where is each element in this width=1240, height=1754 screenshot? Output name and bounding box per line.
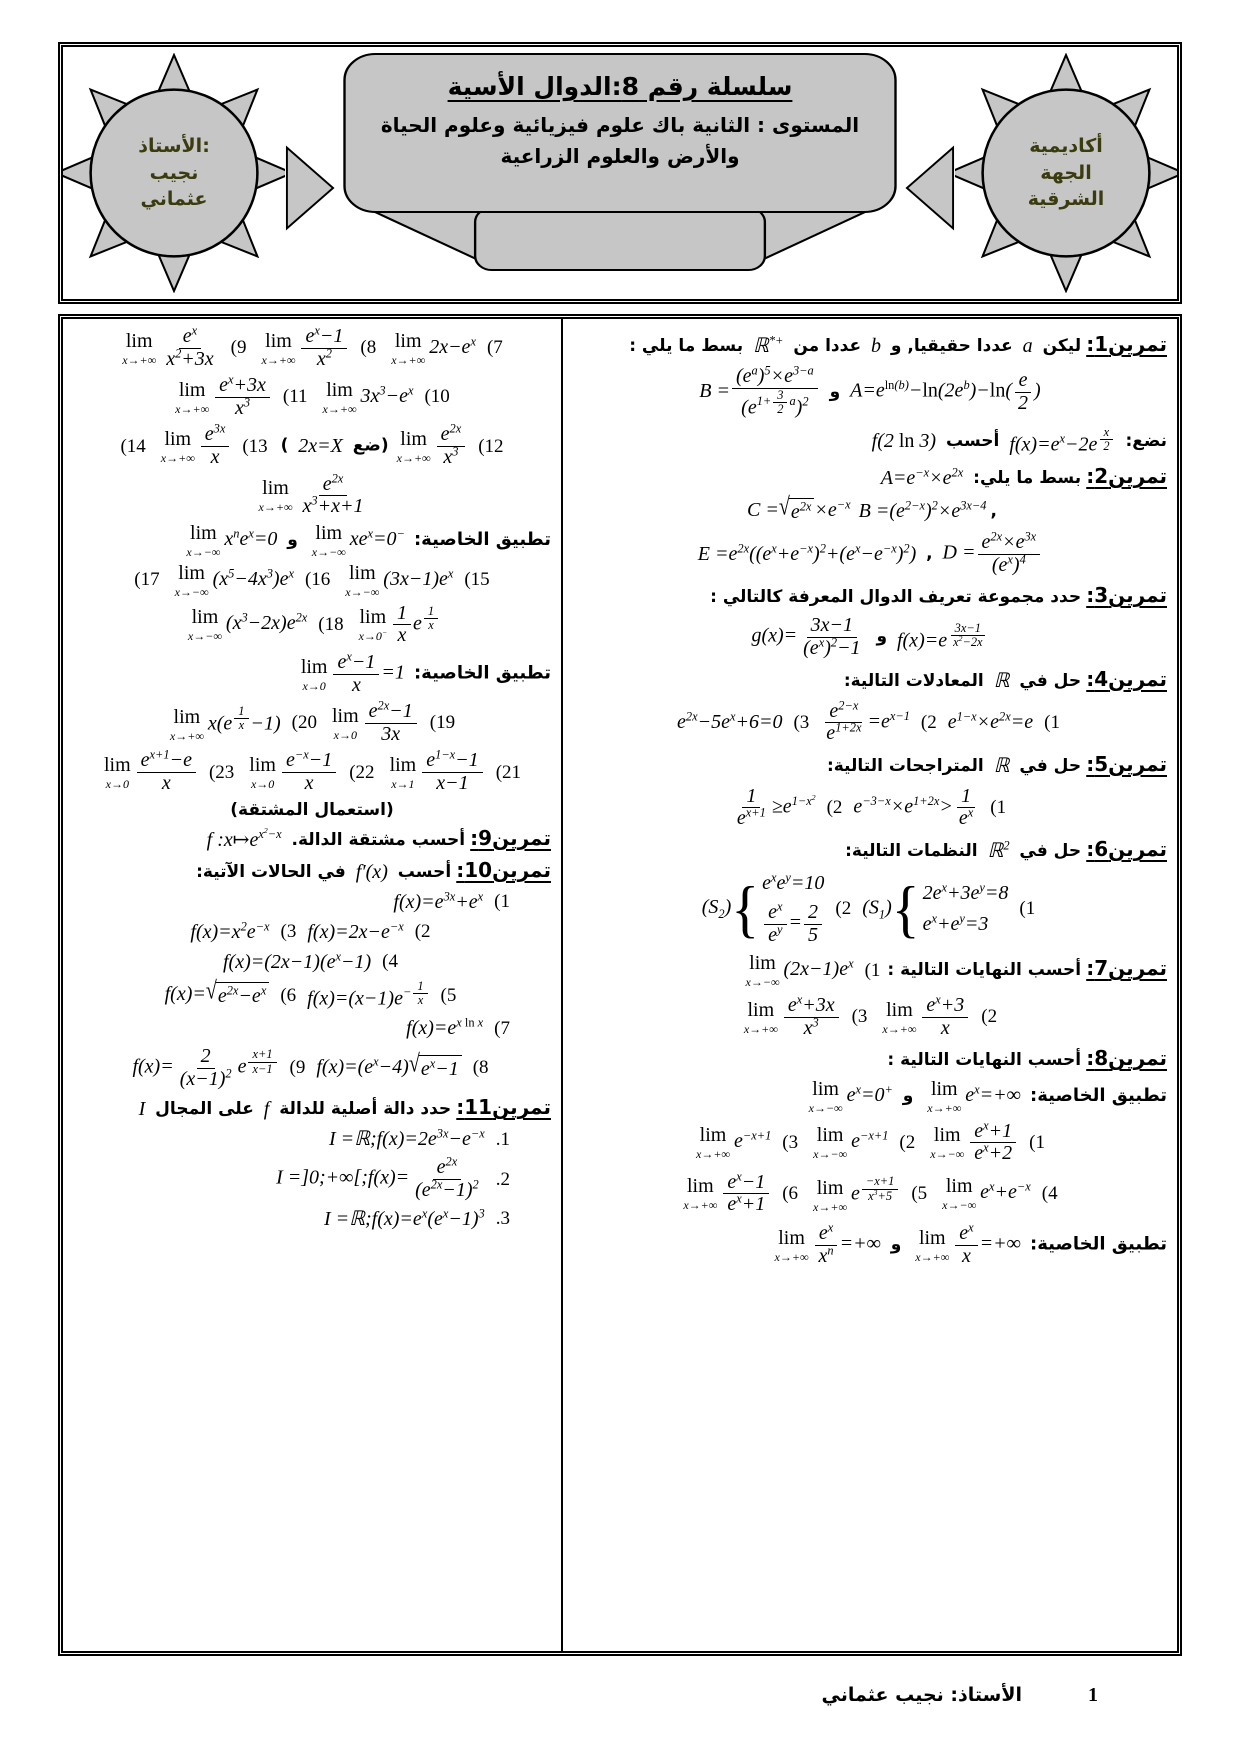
arabic-text: حل في bbox=[1013, 670, 1082, 691]
exercise-label: تمرين6: bbox=[1086, 836, 1167, 861]
arabic-text: (ضع bbox=[346, 435, 389, 456]
exercise-line bbox=[573, 332, 1167, 359]
math-expression: $A=e^{ln(b)}-\ln(2e^b)-\ln$( $\frac{e}{2}$ ) bbox=[850, 369, 1041, 414]
arabic-text: ليكن bbox=[1036, 336, 1082, 356]
math-expression: ℝ*+ bbox=[753, 333, 784, 357]
item-number: .2 bbox=[495, 1168, 510, 1190]
item-number: (10 bbox=[424, 386, 450, 408]
math-expression: $I =ℝ;f(x)=e^x(e^x-1)^3$ bbox=[324, 1205, 485, 1230]
title-banner bbox=[335, 48, 905, 298]
item-number: (21 bbox=[495, 761, 522, 783]
math-expression: $\frac{e^{2-x}}{e^{1+2x}}$ $=e^{x-1}$ bbox=[826, 697, 910, 745]
math-line bbox=[73, 950, 551, 975]
exercise-label: تمرين7: bbox=[1086, 956, 1167, 981]
item-number: (4 bbox=[1041, 1183, 1058, 1204]
exercise-label: تمرين5: bbox=[1086, 751, 1167, 776]
level-subtitle-line2: والأرض والعلوم الزراعية bbox=[500, 144, 740, 168]
math-expression: $e^{-3-x}\times e^{1+2x}>$ $\frac{1}{e^x}$ bbox=[853, 784, 974, 830]
arabic-text: بسط ما يلي: bbox=[967, 467, 1082, 488]
exercise-label: تمرين2: bbox=[1086, 463, 1167, 488]
item-number: (2 bbox=[826, 797, 843, 818]
teacher-badge-text bbox=[138, 133, 210, 213]
math-expression: lim x→−∞ $x^ne^x=0$ bbox=[186, 521, 278, 559]
arabic-text: أحسب النهايات التالية : bbox=[887, 960, 1082, 981]
item-number: .1 bbox=[495, 1128, 510, 1150]
math-expression: lim x→−∞ $(x^3-2x)e^{2x}$ bbox=[187, 606, 308, 644]
exercise-line bbox=[573, 752, 1167, 779]
exercises-box bbox=[58, 314, 1182, 1656]
item-number: (7 bbox=[486, 337, 503, 359]
teacher-badge-line2: نجيب bbox=[149, 161, 199, 184]
math-expression: lim x→0 $\frac{e^{-x}-1}{x}$ bbox=[245, 750, 338, 794]
arabic-text: و bbox=[870, 627, 893, 647]
math-expression: lim x→0 $\frac{e^{x+1}-e}{x}$ bbox=[100, 750, 198, 794]
exercises-column-left bbox=[63, 319, 561, 1651]
math-expression: lim x→+∞ e $^{\frac{-x+1}{x^3+5}}$ bbox=[809, 1175, 900, 1212]
item-number: (9 bbox=[230, 337, 247, 359]
math-expression: lim x→0 $\frac{e^{2x}-1}{3x}$ bbox=[328, 701, 419, 745]
math-expression: b bbox=[871, 335, 881, 357]
teacher-badge-line3: عثماني bbox=[140, 188, 208, 211]
item-number: (1 bbox=[990, 797, 1007, 818]
math-expression: lim x→+∞ $\frac{e^x}{x^n}$ =+∞ bbox=[774, 1220, 881, 1267]
math-expression: lim x→−∞ $xe^x=0^-$ bbox=[311, 521, 405, 559]
math-expression: f(x)= √ $e^{2x}-e^x$ bbox=[165, 982, 270, 1009]
arabic-text: حدد دالة أصلية للدالة bbox=[273, 1099, 452, 1120]
arabic-text: و bbox=[896, 1085, 920, 1106]
item-number: (2 bbox=[414, 921, 431, 943]
exercise-label: تمرين1: bbox=[1086, 332, 1167, 356]
math-expression: lim x→−∞ $(3x-1)e^x$ bbox=[345, 561, 454, 599]
item-number: (1 bbox=[1044, 711, 1060, 733]
math-line bbox=[73, 1154, 551, 1201]
item-number: (2 bbox=[835, 897, 852, 919]
property-line bbox=[73, 649, 551, 696]
math-line bbox=[573, 992, 1167, 1039]
item-number: (5 bbox=[440, 984, 457, 1006]
exercise-line bbox=[73, 1095, 551, 1122]
math-line bbox=[573, 529, 1167, 576]
item-number: (13 bbox=[242, 435, 268, 457]
item-number: (8 bbox=[360, 337, 377, 359]
math-expression: a bbox=[1022, 335, 1033, 357]
arabic-text: في الحالات الآتية: bbox=[196, 861, 352, 882]
math-line bbox=[573, 492, 1167, 525]
exercise-label: تمرين11: bbox=[456, 1095, 551, 1120]
math-expression: ℝ bbox=[993, 754, 1010, 777]
banner-text bbox=[335, 48, 905, 172]
item-number: (18 bbox=[318, 613, 344, 635]
math-expression: 2x=X bbox=[298, 434, 343, 457]
math-expression: $(S_1)$ { $2e^x+3e^y=8$ $e^x+e^y=3$ bbox=[862, 872, 1009, 944]
math-expression: $e^{2x}-5e^x+6=0$ bbox=[677, 709, 783, 734]
arabic-text: عددا من bbox=[787, 336, 867, 356]
property-label: تطبيق الخاصية: bbox=[1030, 1233, 1167, 1255]
math-expression: lim x→+∞ $\frac{e^{2x}}{x^3}$ bbox=[393, 424, 468, 468]
math-expression: $B =(e^{2-x})^2\times e^{3x-4}$ bbox=[858, 498, 987, 522]
item-number: (3 bbox=[793, 711, 810, 733]
item-number: (20 bbox=[291, 712, 317, 734]
teacher-badge bbox=[63, 53, 285, 293]
math-expression: $f(x)=2x-e^{-x}$ bbox=[307, 919, 404, 943]
math-expression: lim x→+∞ $2x-e^x$ bbox=[391, 329, 476, 367]
math-expression: C = √ $e^{2x}$ $\times e^{-x}$ bbox=[747, 492, 851, 523]
footer-author: الأستاذ: نجيب عثماني bbox=[821, 1684, 1022, 1706]
item-number: (22 bbox=[349, 761, 375, 783]
item-number: (12 bbox=[478, 435, 504, 457]
arrow-right-icon bbox=[285, 140, 335, 236]
math-expression: $A=e^{-x}\times e^{2x}$ bbox=[880, 465, 964, 489]
math-expression: f′(x) bbox=[355, 860, 388, 883]
item-number: (5 bbox=[911, 1183, 928, 1204]
math-line bbox=[73, 1016, 551, 1041]
math-expression: lim x→+∞ $e^x=+\infty$ bbox=[927, 1077, 1021, 1115]
math-line bbox=[573, 615, 1167, 659]
math-expression: $(S_2)$ { $e^xe^y=10$ $\frac{e^x}{e^y}$ = $\frac{2}{5}$ bbox=[701, 870, 825, 946]
item-number: (6 bbox=[280, 984, 297, 1006]
property-label: تطبيق الخاصية: bbox=[1030, 1084, 1167, 1106]
academy-badge-line1: أكاديمية bbox=[1029, 135, 1103, 158]
math-line bbox=[73, 890, 551, 915]
math-line bbox=[573, 1169, 1167, 1216]
math-expression: lim x→+∞ $\frac{e^{2x}}{x^3+x+1}$ bbox=[258, 470, 364, 518]
exercise-label: تمرين9: bbox=[470, 825, 551, 850]
arabic-text: نضع: bbox=[1119, 430, 1167, 451]
math-expression: D = $\frac{e^{2x}\times e^{3x}}{(e^x)^4}$ bbox=[943, 532, 1043, 576]
math-expression: $f(x)=e^x-2e$ $^{\frac{x}{2}}$ bbox=[1009, 426, 1115, 457]
item-number: (2 bbox=[981, 1006, 998, 1028]
math-expression: lim x→+∞ $\frac{e^{3x}}{x}$ bbox=[157, 424, 232, 468]
math-line bbox=[73, 421, 551, 468]
math-expression: $f(x)=e^{3x}+e^x$ bbox=[393, 889, 484, 913]
academy-badge-text bbox=[1028, 133, 1105, 213]
math-expression: $f(x)=x^2e^{-x}$ bbox=[190, 919, 270, 943]
math-expression: $f(x)=(x-1)e^{- \frac{1}{x}}$ bbox=[307, 980, 429, 1011]
math-line bbox=[73, 603, 551, 647]
arabic-text: بسط ما يلي : bbox=[629, 336, 750, 356]
arabic-text: أحسب bbox=[391, 861, 452, 882]
math-expression: ℝ bbox=[993, 669, 1010, 692]
math-expression: I bbox=[138, 1098, 146, 1121]
math-expression: $\frac{1}{e^{x+1}}$ $\ge e^{1-x^2}$ bbox=[736, 784, 816, 830]
math-expression: B = $(e^a)^5\times e^{3-a}$ $(e^{1+ \frac{3}{2} a})^2$ bbox=[699, 366, 819, 419]
math-line bbox=[573, 426, 1167, 457]
arabic-text: المتراجحات التالية: bbox=[826, 755, 990, 776]
exercises-column-right bbox=[561, 319, 1177, 1651]
math-line bbox=[73, 1046, 551, 1090]
item-number: (1 bbox=[1019, 897, 1036, 919]
exercise-line bbox=[573, 464, 1167, 491]
math-expression: lim x→1 $\frac{e^{1-x}-1}{x-1}$ bbox=[386, 750, 485, 794]
exercise-line bbox=[573, 667, 1167, 694]
math-line bbox=[573, 871, 1167, 946]
arabic-text: , bbox=[990, 500, 997, 521]
math-expression: ℝ$^2$ bbox=[987, 838, 1010, 862]
item-number: (16 bbox=[304, 569, 331, 591]
series-title: سلسلة رقم 8:الدوال الأسية bbox=[447, 72, 793, 101]
exercise-label: تمرين4: bbox=[1086, 666, 1167, 691]
math-expression: $e^{1-x}\times e^{2x}=e$ bbox=[947, 709, 1034, 734]
exercise-line bbox=[73, 826, 551, 853]
page-footer bbox=[58, 1672, 1182, 1724]
property-line bbox=[573, 1220, 1167, 1267]
item-number: (3 bbox=[851, 1006, 868, 1028]
teacher-badge-line1: الأستاذ: bbox=[138, 135, 210, 158]
math-expression: $E =e^{2x}((e^x+e^{-x})^2+(e^x-e^{-x})^2)$ bbox=[697, 540, 917, 565]
exercise-line bbox=[73, 858, 551, 885]
math-expression: lim x→+∞ $\frac{e^x+3}{x}$ bbox=[878, 995, 970, 1039]
math-expression: lim x→+∞ $\frac{e^x+3x}{x^3}$ bbox=[171, 375, 272, 419]
math-expression: f(x)=e $^{\frac{3x-1}{x^2-2x}}$ bbox=[897, 622, 989, 653]
item-number: (8 bbox=[472, 1057, 489, 1079]
item-number: (1 bbox=[1029, 1131, 1045, 1153]
math-line bbox=[73, 747, 551, 794]
math-expression: f(x)= $\frac{2}{(x-1)^2}$ e $^{\frac{x+1}{x-1}}$ bbox=[132, 1046, 278, 1090]
item-number: (3 bbox=[782, 1131, 799, 1153]
item-number: (2 bbox=[920, 711, 937, 733]
academy-badge-line2: الجهة bbox=[1040, 161, 1092, 184]
math-line bbox=[73, 1207, 551, 1232]
exercise-label: تمرين8: bbox=[1086, 1046, 1167, 1071]
arabic-text: أحسب النهايات التالية : bbox=[887, 1050, 1082, 1071]
level-subtitle bbox=[375, 110, 865, 172]
item-number: .3 bbox=[495, 1208, 510, 1230]
math-expression: $f(x)=(2x-1)(e^x-1)$ bbox=[223, 949, 372, 973]
arabic-text: أحسب bbox=[940, 430, 1006, 451]
item-number: (14 bbox=[120, 435, 146, 457]
math-expression: lim x→−∞ $e^{-x+1}$ bbox=[813, 1124, 889, 1162]
math-expression: lim x→+∞ $\frac{e^x-1}{e^x+1}$ bbox=[679, 1172, 771, 1216]
math-line bbox=[73, 1127, 551, 1152]
math-line bbox=[573, 786, 1167, 830]
page-number: 1 bbox=[1088, 1684, 1098, 1706]
math-line bbox=[573, 1117, 1167, 1165]
math-line bbox=[73, 976, 551, 1011]
math-line bbox=[73, 372, 551, 419]
math-line bbox=[573, 363, 1167, 419]
math-expression: lim x→−∞ $e^x+e^{-x}$ bbox=[942, 1175, 1031, 1213]
math-expression: I =]0;+∞[;f(x)= $\frac{e^{2x}}{(e^{2x}-1)^2}$ bbox=[276, 1154, 479, 1201]
exercise-label: تمرين10: bbox=[456, 857, 551, 882]
arabic-text: عددا حقيقيا, و bbox=[885, 336, 1019, 356]
math-expression: $I =ℝ;f(x)=2e^{3x}-e^{-x}$ bbox=[328, 1126, 485, 1151]
arabic-text: حل في bbox=[1013, 840, 1082, 861]
arabic-text: حل في bbox=[1013, 755, 1082, 776]
math-expression: lim x→+∞ $\frac{e^x+3x}{x^3}$ bbox=[740, 995, 841, 1039]
arrow-left-icon bbox=[905, 140, 955, 236]
property-line bbox=[573, 1079, 1167, 1114]
arabic-text: المعادلات التالية: bbox=[843, 670, 990, 691]
exercise-line bbox=[573, 1046, 1167, 1071]
exercise-line bbox=[573, 583, 1167, 608]
level-subtitle-line1: المستوى : الثانية باك علوم فيزيائية وعلوم الحياة bbox=[380, 113, 860, 137]
math-expression: $f(x)=e^{x ln x}$ bbox=[406, 1015, 484, 1040]
arabic-text: على المجال bbox=[149, 1099, 260, 1120]
item-number: (11 bbox=[282, 386, 308, 408]
academy-badge bbox=[955, 53, 1177, 293]
math-line bbox=[73, 563, 551, 598]
property-line bbox=[73, 523, 551, 558]
header-box bbox=[58, 42, 1182, 304]
arabic-text: و bbox=[823, 381, 847, 402]
arabic-text: حدد مجموعة تعريف الدوال المعرفة كالتالي : bbox=[710, 587, 1082, 608]
math-line bbox=[73, 470, 551, 518]
arabic-text: ) bbox=[274, 435, 295, 456]
math-expression: lim x→−∞ $(2x-1)e^x$ bbox=[745, 952, 854, 990]
math-expression: lim x→+∞ $e^{-x+1}$ bbox=[696, 1124, 772, 1162]
item-number: (23 bbox=[208, 761, 235, 783]
math-expression: lim x→−∞ $e^x=0^+$ bbox=[808, 1077, 893, 1115]
arabic-text: , bbox=[920, 543, 939, 564]
exercise-line bbox=[573, 953, 1167, 988]
math-expression: lim x→+∞ $\frac{e^x-1}{x^2}$ bbox=[258, 326, 350, 370]
math-line bbox=[573, 697, 1167, 745]
math-expression: g(x)= $\frac{3x-1}{(e^x)^2-1}$ bbox=[751, 614, 861, 659]
item-number: (1 bbox=[494, 891, 510, 913]
item-number: (3 bbox=[280, 921, 297, 943]
math-expression: lim x→+∞ x(e $^{\frac{1}{x}}$ −1) bbox=[169, 703, 281, 743]
math-expression: lim x→0− $\frac{1}{x}$ e $^{\frac{1}{x}}$ bbox=[355, 603, 440, 647]
arabic-text: و bbox=[884, 1234, 908, 1255]
property-label: تطبيق الخاصية: bbox=[413, 528, 551, 550]
math-expression: lim x→−∞ $\frac{e^x+1}{e^x+2}$ bbox=[926, 1121, 1018, 1165]
math-expression: lim x→−∞ $(x^5-4x^3)e^x$ bbox=[174, 561, 294, 599]
math-line bbox=[73, 920, 551, 945]
property-label: تطبيق الخاصية: bbox=[413, 662, 551, 684]
item-number: (19 bbox=[429, 712, 456, 734]
item-number: (17 bbox=[134, 569, 160, 591]
arabic-text: و bbox=[281, 529, 304, 550]
item-number: (9 bbox=[289, 1057, 306, 1079]
item-number: (15 bbox=[464, 569, 490, 591]
item-number: (6 bbox=[782, 1183, 799, 1204]
math-expression: lim x→+∞ $3x^3-e^x$ bbox=[322, 378, 414, 416]
item-number: (1 bbox=[864, 959, 881, 981]
arabic-text: النظمات التالية: bbox=[845, 840, 984, 861]
math-expression: f $:x↦e^{x^2-x}$ bbox=[206, 825, 282, 851]
exercise-line bbox=[573, 837, 1167, 864]
math-expression: lim x→+∞ $\frac{e^x}{x^2+3x}$ bbox=[122, 323, 214, 370]
math-line bbox=[73, 323, 551, 370]
math-expression: $f(x)=(e^x-4)$ √ $e^x-1$ bbox=[316, 1055, 461, 1082]
math-expression: f(2 ln 3) bbox=[871, 429, 937, 452]
arabic-text: أحسب مشتقة الدالة. bbox=[285, 829, 466, 850]
item-number: (7 bbox=[494, 1017, 510, 1039]
exercise-label: تمرين3: bbox=[1086, 583, 1167, 608]
math-expression: lim x→0 $\frac{e^x-1}{x}$ =1 bbox=[300, 649, 405, 696]
math-line bbox=[73, 698, 551, 745]
arabic-text: (استعمال المشتقة) bbox=[230, 799, 394, 820]
item-number: (4 bbox=[382, 951, 398, 973]
academy-badge-line3: الشرقية bbox=[1027, 188, 1105, 211]
math-expression: lim x→+∞ $\frac{e^x}{x}$ =+∞ bbox=[915, 1220, 1021, 1267]
math-line bbox=[73, 800, 551, 821]
item-number: (2 bbox=[899, 1131, 916, 1153]
math-expression: f bbox=[263, 1098, 270, 1121]
